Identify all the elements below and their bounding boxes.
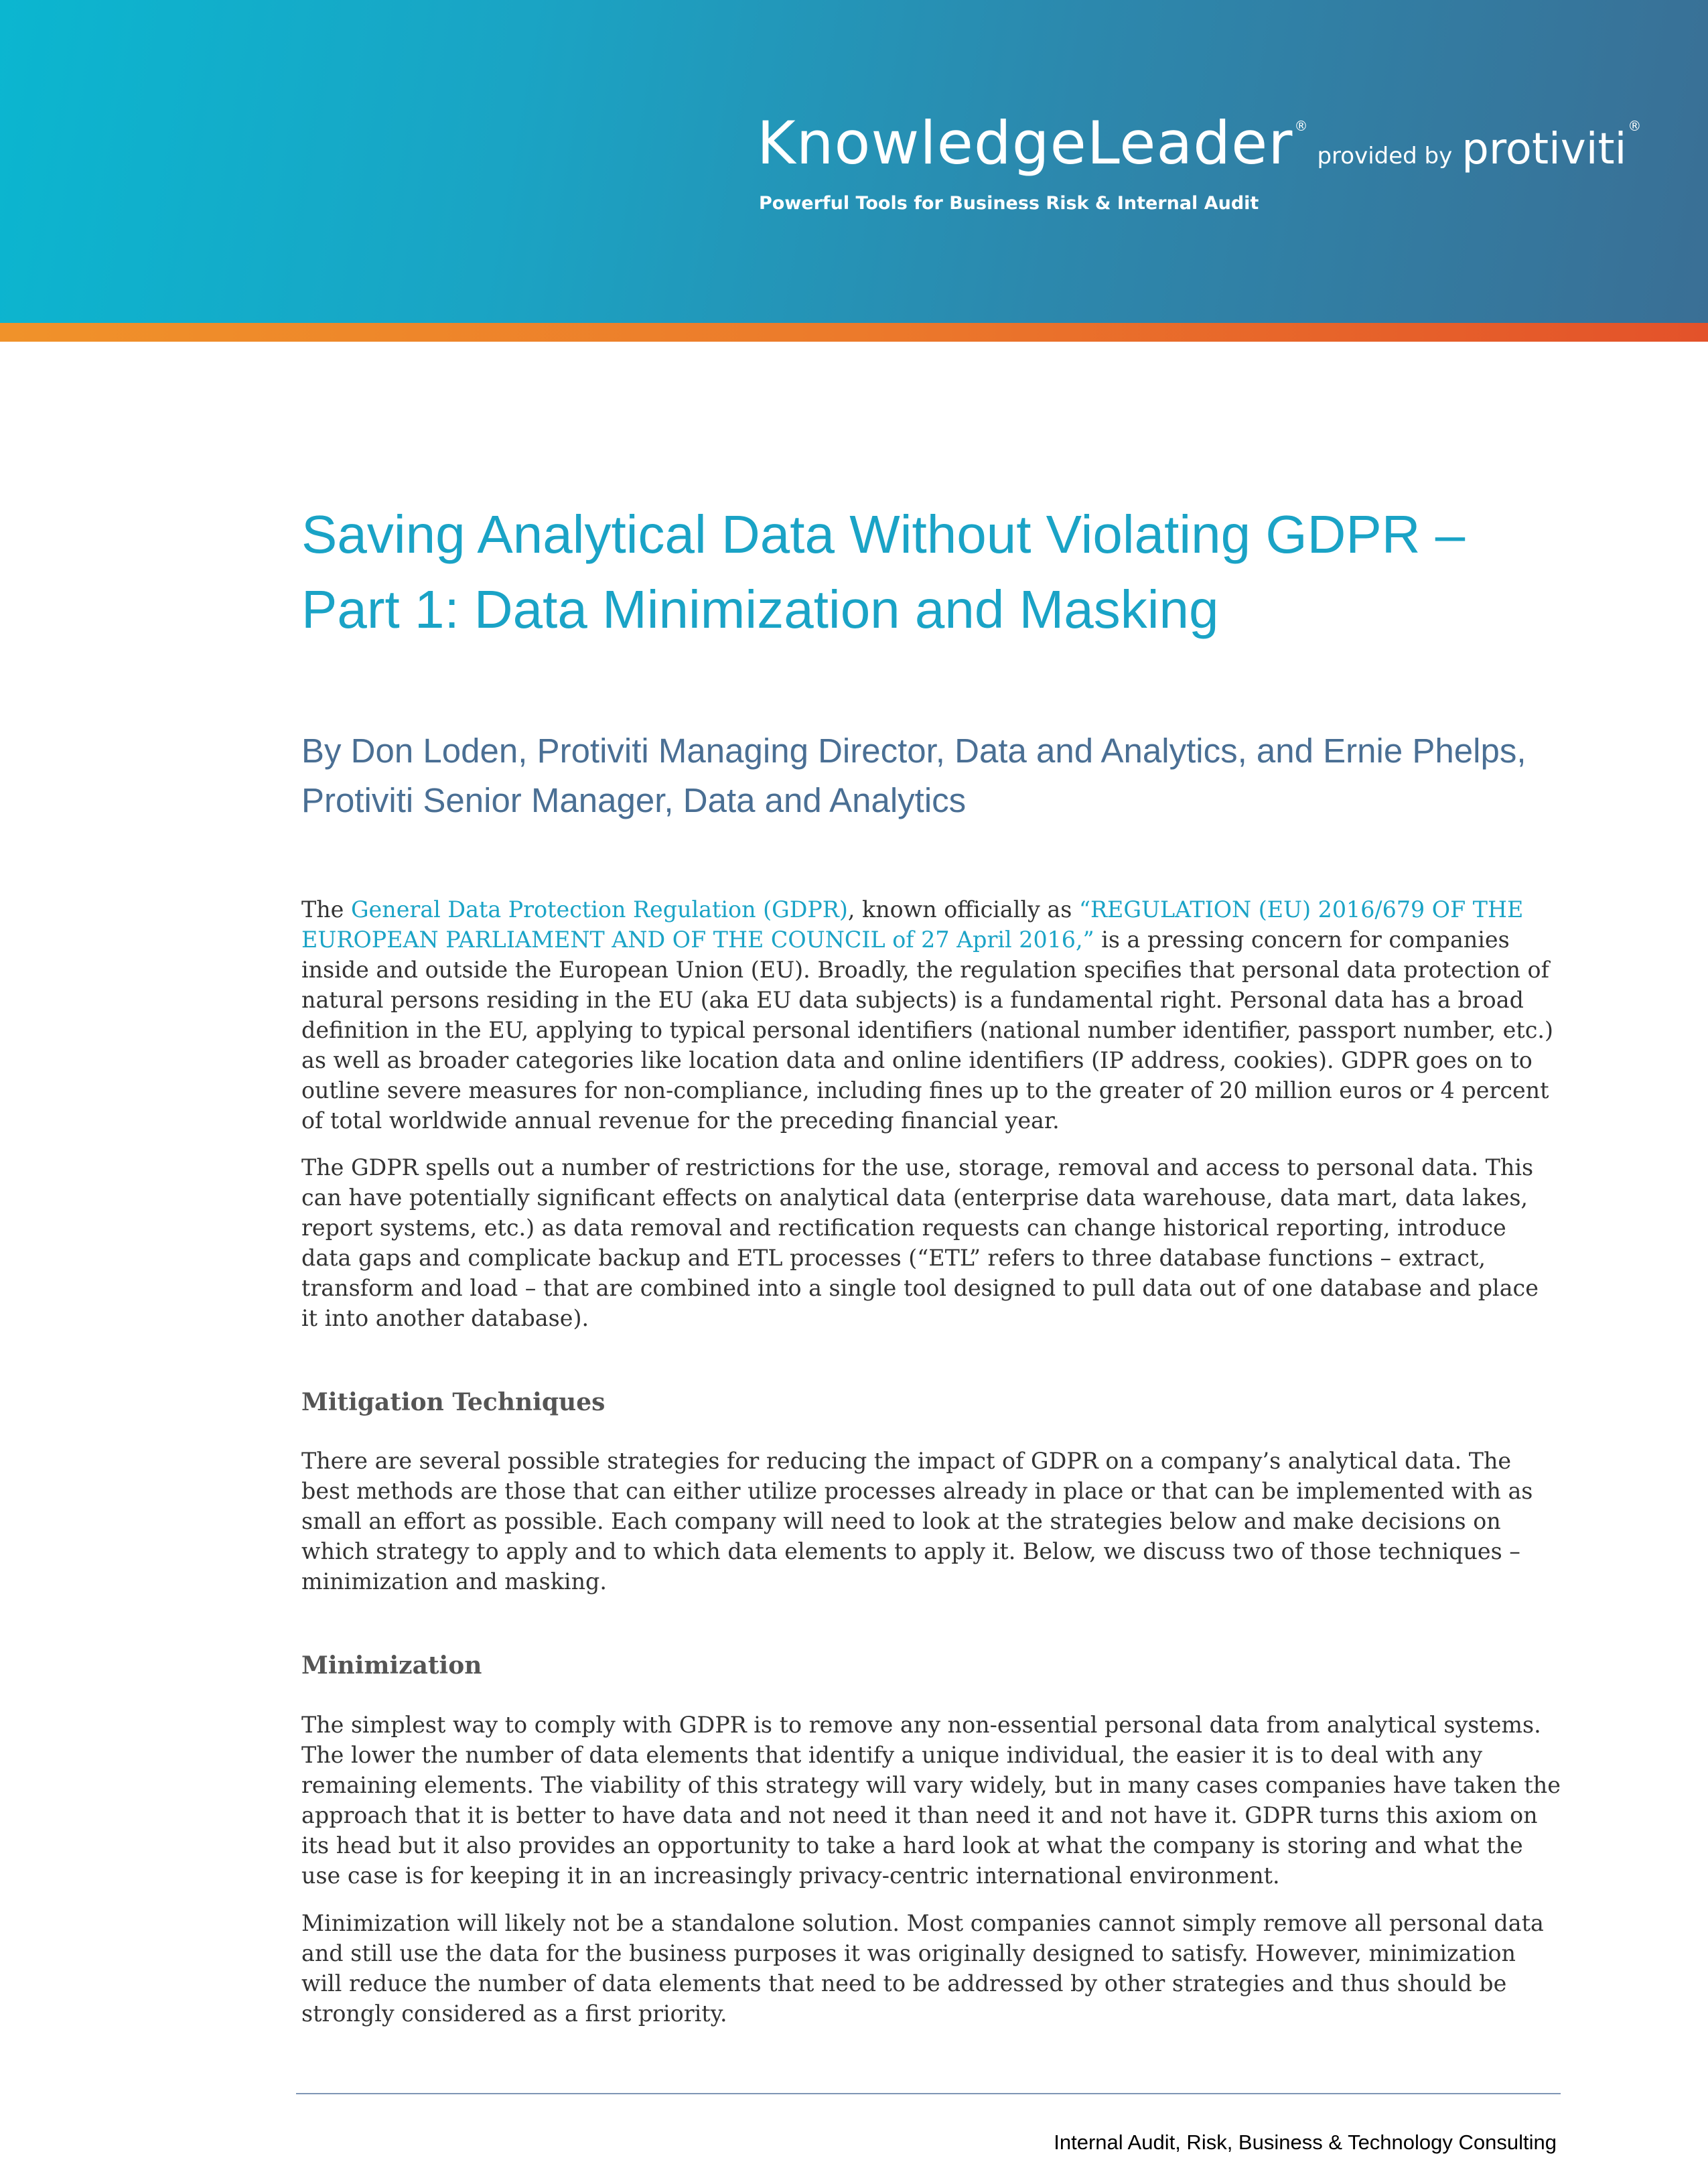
intro-lead: The	[301, 896, 351, 923]
intro-rest: is a pressing concern for companies inside and outside the European Union (EU). Broadly, the regulation specifies that personal data protection of natural persons residing in the EU (aka EU data subjects) is a fundamental right. Personal data has a broad definition in the EU, applying to typical personal identifiers (national number identifier, passport number, etc.) as well as broader categories like location data and online identifiers (IP address, cookies). GDPR goes on to outline severe measures for non-compliance, including fines up to the greater of 20 million euros or 4 percent of total worldwide annual revenue for the preceding financial year.	[301, 927, 1553, 1134]
paragraph-minimization-1: The simplest way to comply with GDPR is to remove any non-essential personal data from analytical systems. The lower the number of data elements that identify a unique individual, the easier it is to deal with any remaining elements. The viability of this strategy will vary widely, but in many cases companies have taken the approach that it is better to have data and not need it than need it and not have it. GDPR turns this axiom on its head but it also provides an opportunity to take a hard look at what the company is storing and what the use case is for keeping it in an increasingly privacy-centric international environment.	[301, 1712, 1561, 1889]
provided-by-text: provided by	[1317, 143, 1453, 170]
regulation-link[interactable]: “REGULATION (EU) 2016/679 OF THE EUROPEAN PARLIAMENT AND OF THE COUNCIL of 27 April 2016,”	[301, 896, 1524, 953]
page-title: Saving Analytical Data Without Violating GDPR – Part 1: Data Minimization and Masking	[301, 504, 1466, 639]
registered-mark: ®	[1294, 118, 1308, 134]
brand-name: KnowledgeLeader	[757, 109, 1293, 178]
byline: By Don Loden, Protiviti Managing Director, Data and Analytics, and Ernie Phelps, Protiviti Senior Manager, Data and Analytics	[301, 732, 1526, 819]
brand-tagline: Powerful Tools for Business Risk & Internal Audit	[759, 193, 1259, 214]
paragraph-mitigation: There are several possible strategies for reducing the impact of GDPR on a company’s analytical data. The best methods are those that can either utilize processes already in place or that can be implemented with as small an effort as possible. Each company will need to look at the strategies below and make decisions on which strategy to apply and to which data elements to apply it. Below, we discuss two of those techniques – minimization and masking.	[301, 1448, 1533, 1595]
brand-logo	[757, 109, 1645, 178]
paragraph-minimization-2: Minimization will likely not be a standalone solution. Most companies cannot simply remove all personal data and still use the data for the business purposes it was originally designed to satisfy. However, minimization will reduce the number of data elements that need to be addressed by other strategies and thus should be strongly considered as a first priority.	[301, 1910, 1544, 2027]
intro-paragraph	[301, 894, 1561, 1136]
company-registered-mark: ®	[1628, 118, 1642, 134]
heading-minimization: Minimization	[301, 1651, 482, 1680]
paragraph-gdpr-restrictions: The GDPR spells out a number of restrictions for the use, storage, removal and access to personal data. This can have potentially significant effects on analytical data (enterprise data warehouse, data mart, data lakes, report systems, etc.) as data removal and rectification requests can change historical reporting, introduce data gaps and complicate backup and ETL processes (“ETL” refers to three database functions – extract, transform and load – that are combined into a single tool designed to pull data out of one database and place it into another database).	[301, 1154, 1539, 1331]
gdpr-link[interactable]: General Data Protection Regulation (GDPR)	[350, 896, 848, 923]
footer-divider	[296, 2093, 1561, 2094]
heading-mitigation: Mitigation Techniques	[301, 1388, 606, 1416]
footer-text: Internal Audit, Risk, Business & Technology Consulting	[1054, 2130, 1557, 2154]
intro-mid: , known officially as	[847, 896, 1079, 923]
accent-bar	[0, 323, 1708, 342]
company-logo: protiviti	[1462, 125, 1627, 174]
